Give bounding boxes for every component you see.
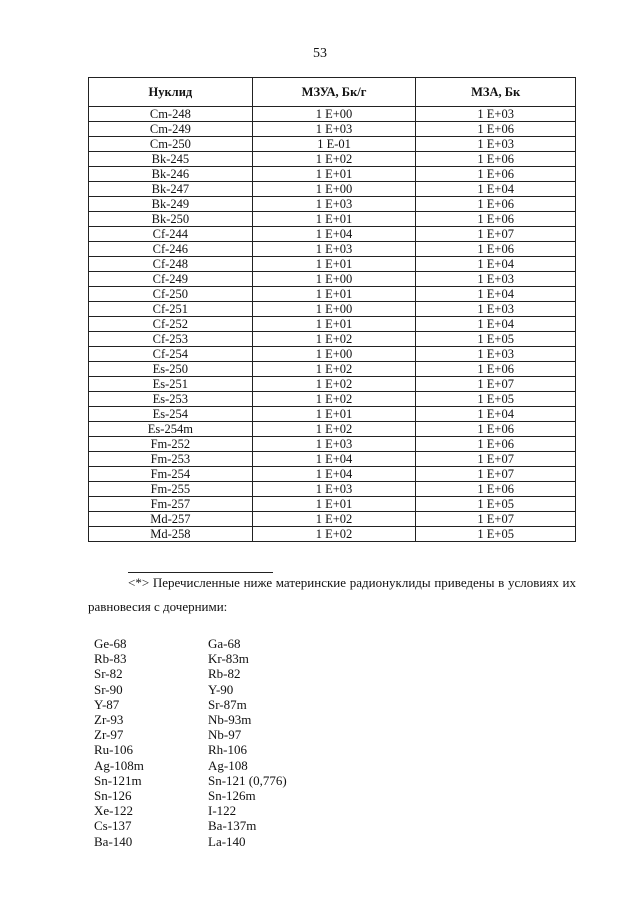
- cell-specific-activity: 1 E+04: [252, 452, 416, 467]
- table-row: [89, 227, 576, 242]
- cell-activity: 1 E+07: [416, 467, 576, 482]
- footnote-text-continued: равновесия с дочерними:: [88, 599, 228, 614]
- cell-specific-activity: 1 E+01: [252, 287, 416, 302]
- cell-activity: 1 E+06: [416, 437, 576, 452]
- cell-activity: 1 E+06: [416, 482, 576, 497]
- cell-specific-activity: 1 E+01: [252, 497, 416, 512]
- list-item: [94, 682, 287, 697]
- table-row: [89, 317, 576, 332]
- cell-activity: 1 E+05: [416, 527, 576, 542]
- daughter-nuclide: I-122: [208, 803, 237, 819]
- daughter-nuclide: Ba-137m: [208, 818, 257, 834]
- column-header-nuclide: Нуклид: [89, 78, 253, 107]
- cell-nuclide: Cf-252: [89, 317, 253, 332]
- cell-specific-activity: 1 E+02: [252, 422, 416, 437]
- list-item: [94, 636, 287, 651]
- cell-activity: 1 E+04: [416, 287, 576, 302]
- cell-specific-activity: 1 E+00: [252, 107, 416, 122]
- list-item: [94, 666, 287, 681]
- cell-specific-activity: 1 E+00: [252, 272, 416, 287]
- cell-activity: 1 E+04: [416, 182, 576, 197]
- table-row: [89, 347, 576, 362]
- cell-nuclide: Cf-253: [89, 332, 253, 347]
- table-row: [89, 167, 576, 182]
- cell-nuclide: Cf-250: [89, 287, 253, 302]
- daughter-nuclide: Ag-108: [208, 757, 248, 773]
- cell-nuclide: Es-250: [89, 362, 253, 377]
- table-row: [89, 152, 576, 167]
- parent-nuclide: Sn-121m: [94, 772, 142, 788]
- cell-specific-activity: 1 E+02: [252, 152, 416, 167]
- parent-nuclide: Cs-137: [94, 818, 132, 834]
- cell-activity: 1 E+07: [416, 377, 576, 392]
- cell-specific-activity: 1 E+03: [252, 242, 416, 257]
- list-item: [94, 758, 287, 773]
- table-row: [89, 452, 576, 467]
- daughter-nuclide: Nb-97: [208, 727, 242, 743]
- cell-specific-activity: 1 E+01: [252, 167, 416, 182]
- cell-nuclide: Es-254: [89, 407, 253, 422]
- table-row: [89, 212, 576, 227]
- cell-nuclide: Cf-246: [89, 242, 253, 257]
- daughter-nuclide: Sr-87m: [208, 696, 247, 712]
- cell-nuclide: Bk-247: [89, 182, 253, 197]
- table-header-row: [89, 78, 576, 107]
- parent-nuclide: Sr-90: [94, 681, 123, 697]
- cell-activity: 1 E+04: [416, 257, 576, 272]
- cell-specific-activity: 1 E-01: [252, 137, 416, 152]
- cell-activity: 1 E+06: [416, 122, 576, 137]
- parent-nuclide: Ru-106: [94, 742, 133, 758]
- table-row: [89, 437, 576, 452]
- parent-nuclide: Xe-122: [94, 803, 133, 819]
- parent-nuclide: Sn-126: [94, 788, 132, 804]
- cell-nuclide: Es-253: [89, 392, 253, 407]
- daughter-nuclide: Nb-93m: [208, 712, 252, 728]
- list-item: [94, 788, 287, 803]
- cell-activity: 1 E+07: [416, 512, 576, 527]
- cell-nuclide: Bk-245: [89, 152, 253, 167]
- cell-nuclide: Cf-244: [89, 227, 253, 242]
- cell-activity: 1 E+03: [416, 107, 576, 122]
- cell-nuclide: Cm-249: [89, 122, 253, 137]
- cell-nuclide: Cf-248: [89, 257, 253, 272]
- cell-nuclide: Fm-252: [89, 437, 253, 452]
- table-row: [89, 182, 576, 197]
- cell-specific-activity: 1 E+01: [252, 317, 416, 332]
- cell-activity: 1 E+05: [416, 497, 576, 512]
- cell-specific-activity: 1 E+03: [252, 197, 416, 212]
- nuclide-pairs-list: [94, 636, 287, 849]
- cell-specific-activity: 1 E+04: [252, 467, 416, 482]
- cell-nuclide: Cf-251: [89, 302, 253, 317]
- list-item: [94, 742, 287, 757]
- cell-activity: 1 E+04: [416, 407, 576, 422]
- parent-nuclide: Sr-82: [94, 666, 123, 682]
- parent-nuclide: Zr-93: [94, 712, 124, 728]
- table-row: [89, 392, 576, 407]
- cell-nuclide: Es-254m: [89, 422, 253, 437]
- cell-activity: 1 E+03: [416, 347, 576, 362]
- table-row: [89, 287, 576, 302]
- cell-nuclide: Bk-250: [89, 212, 253, 227]
- parent-nuclide: Zr-97: [94, 727, 124, 743]
- cell-activity: 1 E+03: [416, 137, 576, 152]
- cell-specific-activity: 1 E+00: [252, 347, 416, 362]
- cell-nuclide: Bk-246: [89, 167, 253, 182]
- parent-nuclide: Ba-140: [94, 833, 133, 849]
- cell-activity: 1 E+07: [416, 227, 576, 242]
- table-row: [89, 272, 576, 287]
- cell-activity: 1 E+06: [416, 242, 576, 257]
- table-row: [89, 377, 576, 392]
- daughter-nuclide: Kr-83m: [208, 651, 249, 667]
- table-row: [89, 482, 576, 497]
- table-row: [89, 527, 576, 542]
- list-item: [94, 773, 287, 788]
- table-row: [89, 107, 576, 122]
- table-row: [89, 122, 576, 137]
- daughter-nuclide: La-140: [208, 833, 246, 849]
- cell-specific-activity: 1 E+01: [252, 407, 416, 422]
- nuclide-table: [88, 77, 576, 542]
- cell-specific-activity: 1 E+01: [252, 257, 416, 272]
- cell-activity: 1 E+06: [416, 362, 576, 377]
- cell-activity: 1 E+06: [416, 422, 576, 437]
- cell-activity: 1 E+05: [416, 392, 576, 407]
- cell-activity: 1 E+03: [416, 302, 576, 317]
- cell-activity: 1 E+07: [416, 452, 576, 467]
- table-row: [89, 422, 576, 437]
- footnote-text: <*> Перечисленные ниже материнские радионуклиды приведены в условиях их: [128, 575, 576, 590]
- cell-specific-activity: 1 E+01: [252, 212, 416, 227]
- table-row: [89, 137, 576, 152]
- table-row: [89, 242, 576, 257]
- daughter-nuclide: Sn-121 (0,776): [208, 772, 287, 788]
- cell-nuclide: Bk-249: [89, 197, 253, 212]
- table-row: [89, 362, 576, 377]
- cell-activity: 1 E+03: [416, 272, 576, 287]
- table-row: [89, 302, 576, 317]
- daughter-nuclide: Ga-68: [208, 636, 241, 651]
- parent-nuclide: Rb-83: [94, 651, 127, 667]
- cell-activity: 1 E+06: [416, 212, 576, 227]
- cell-activity: 1 E+06: [416, 152, 576, 167]
- table-row: [89, 512, 576, 527]
- cell-nuclide: Fm-254: [89, 467, 253, 482]
- cell-activity: 1 E+06: [416, 197, 576, 212]
- daughter-nuclide: Rb-82: [208, 666, 241, 682]
- table-row: [89, 407, 576, 422]
- column-header-specific-activity: МЗУА, Бк/г: [252, 78, 416, 107]
- cell-nuclide: Md-257: [89, 512, 253, 527]
- list-item: [94, 697, 287, 712]
- page-number: 53: [313, 46, 327, 61]
- cell-nuclide: Fm-253: [89, 452, 253, 467]
- column-header-activity: МЗА, Бк: [416, 78, 576, 107]
- table-body: [89, 107, 576, 542]
- table-row: [89, 467, 576, 482]
- cell-nuclide: Cf-254: [89, 347, 253, 362]
- list-item: [94, 712, 287, 727]
- list-item: [94, 818, 287, 833]
- list-item: [94, 651, 287, 666]
- cell-nuclide: Fm-255: [89, 482, 253, 497]
- cell-activity: 1 E+05: [416, 332, 576, 347]
- cell-nuclide: Fm-257: [89, 497, 253, 512]
- parent-nuclide: Y-87: [94, 696, 120, 712]
- daughter-nuclide: Sn-126m: [208, 788, 256, 804]
- cell-nuclide: Md-258: [89, 527, 253, 542]
- table-row: [89, 497, 576, 512]
- parent-nuclide: Ge-68: [94, 636, 127, 651]
- cell-specific-activity: 1 E+02: [252, 332, 416, 347]
- cell-specific-activity: 1 E+04: [252, 227, 416, 242]
- list-item: [94, 803, 287, 818]
- cell-nuclide: Cf-249: [89, 272, 253, 287]
- cell-nuclide: Cm-250: [89, 137, 253, 152]
- table-row: [89, 332, 576, 347]
- cell-activity: 1 E+04: [416, 317, 576, 332]
- cell-specific-activity: 1 E+03: [252, 122, 416, 137]
- cell-nuclide: Es-251: [89, 377, 253, 392]
- cell-specific-activity: 1 E+03: [252, 437, 416, 452]
- cell-activity: 1 E+06: [416, 167, 576, 182]
- footnote-divider: [128, 572, 273, 573]
- daughter-nuclide: Rh-106: [208, 742, 247, 758]
- list-item: [94, 727, 287, 742]
- cell-specific-activity: 1 E+02: [252, 362, 416, 377]
- cell-specific-activity: 1 E+02: [252, 377, 416, 392]
- list-item: [94, 834, 287, 849]
- table-row: [89, 257, 576, 272]
- cell-specific-activity: 1 E+03: [252, 482, 416, 497]
- cell-specific-activity: 1 E+00: [252, 182, 416, 197]
- cell-specific-activity: 1 E+02: [252, 392, 416, 407]
- table-row: [89, 197, 576, 212]
- cell-nuclide: Cm-248: [89, 107, 253, 122]
- daughter-nuclide: Y-90: [208, 681, 234, 697]
- cell-specific-activity: 1 E+02: [252, 527, 416, 542]
- cell-specific-activity: 1 E+02: [252, 512, 416, 527]
- cell-specific-activity: 1 E+00: [252, 302, 416, 317]
- parent-nuclide: Ag-108m: [94, 757, 144, 773]
